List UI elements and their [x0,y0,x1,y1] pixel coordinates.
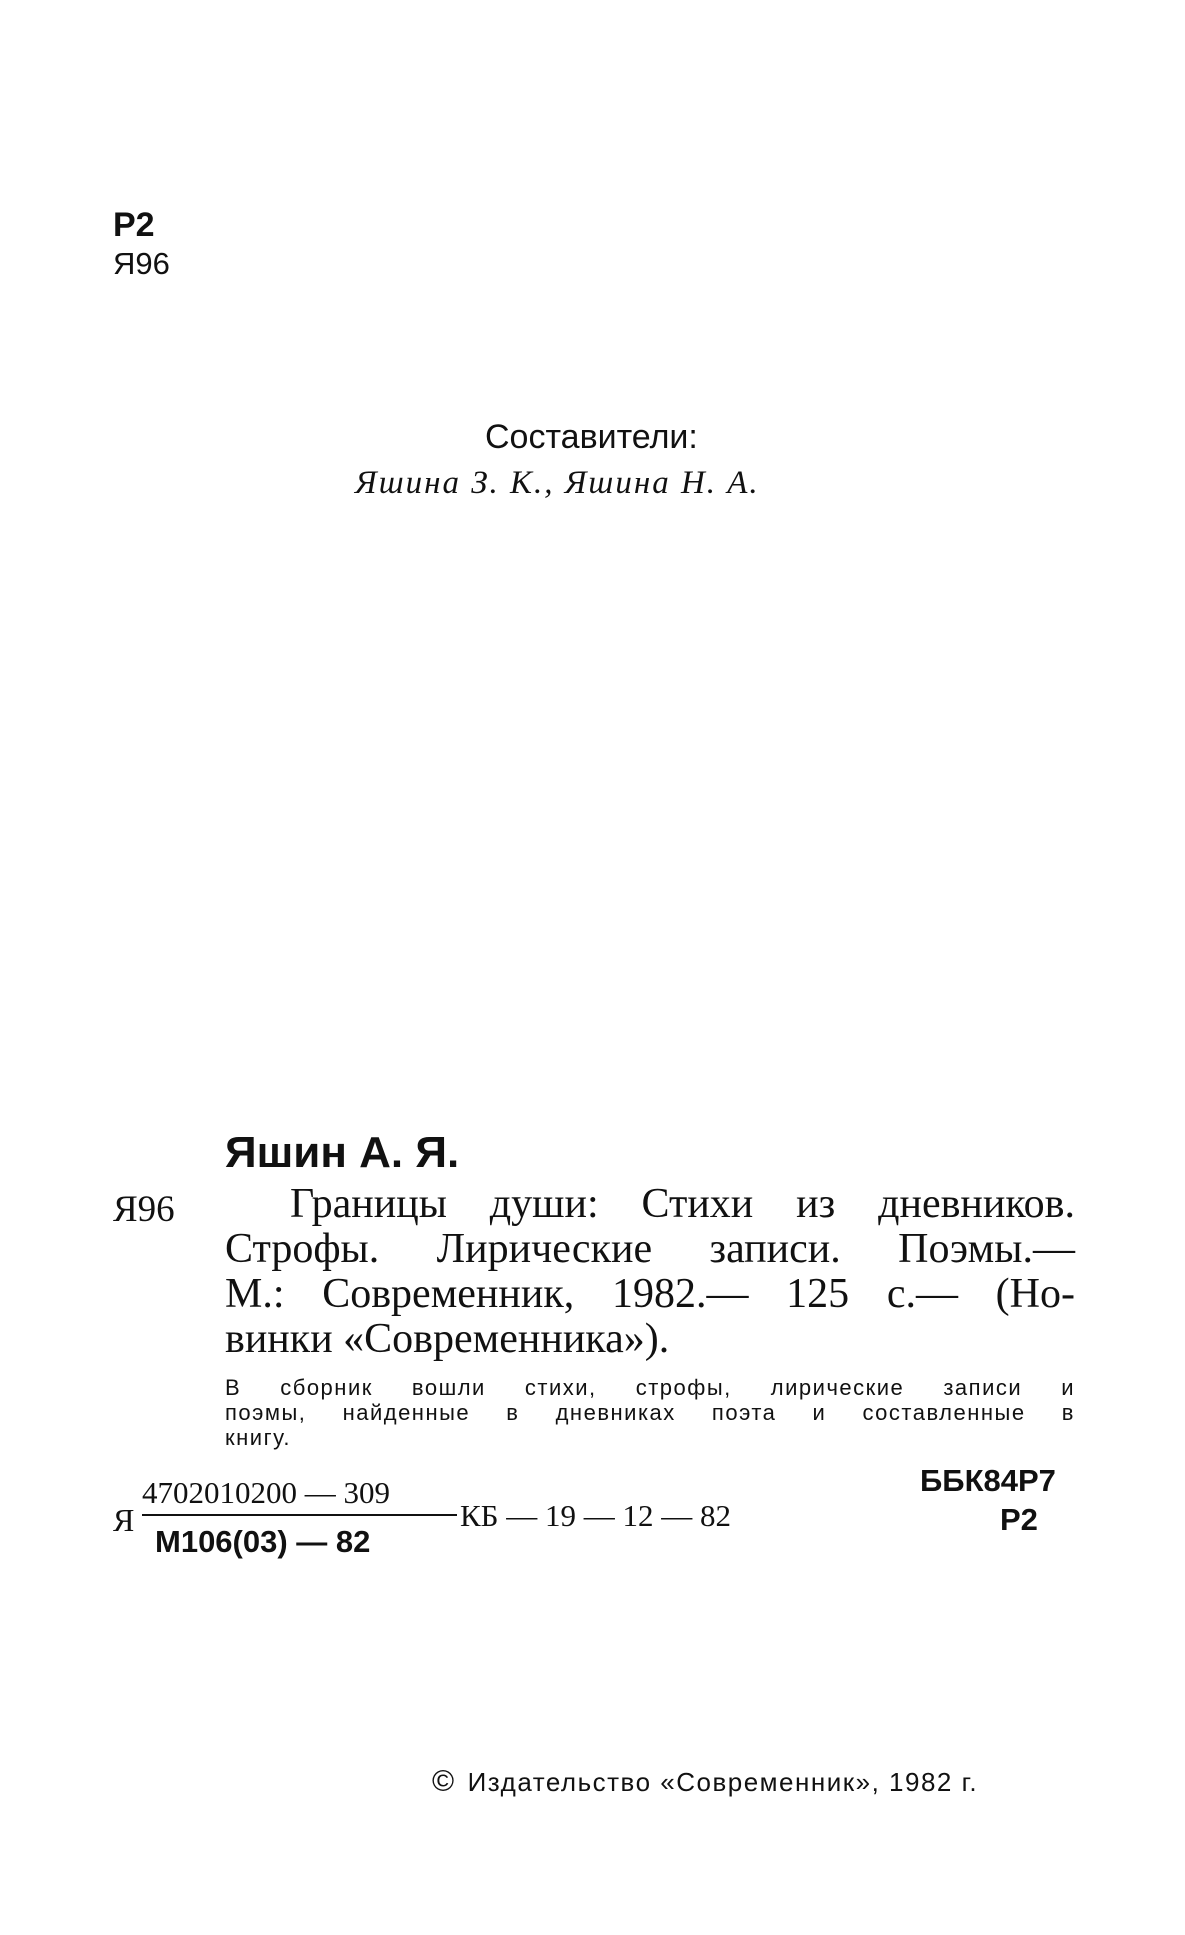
word: записи. [709,1226,841,1272]
description-line: винки «Современника»). [225,1316,670,1362]
word: и [812,1400,827,1425]
word: Строфы. [225,1226,380,1272]
corner-classification-code: Р2 [113,206,155,244]
word: 1982.— [611,1271,749,1317]
word: найденные [342,1400,471,1425]
word: строфы, [635,1375,732,1400]
word: в [506,1400,520,1425]
word: дневниках [555,1400,676,1425]
word: Современник, [322,1271,575,1317]
corner-author-mark: Я96 [113,246,170,281]
word: 125 [786,1271,850,1317]
compilers-heading: Составители: [485,418,698,456]
copyright-notice [432,1765,978,1799]
index-numerator: 4702010200 — 309 [142,1475,390,1510]
book-description [225,1182,1075,1362]
description-line [225,1227,1075,1272]
word: записи [943,1375,1023,1400]
index-prefix: Я [113,1502,135,1538]
word: Лирические [436,1226,653,1272]
word: Поэмы.— [898,1226,1075,1272]
word: поэмы, [225,1400,307,1425]
card-author-mark: Я96 [113,1189,175,1230]
copyright-text: Издательство «Современник», 1982 г. [467,1767,979,1797]
annotation-line [225,1400,1075,1425]
index-denominator: М106(03) — 82 [155,1524,371,1559]
word: стихи, [524,1375,597,1400]
author-name: Яшин А. Я. [225,1128,460,1177]
word: вошли [411,1375,486,1400]
word: из [796,1181,836,1227]
description-line [225,1182,1075,1227]
word: с.— [886,1271,958,1317]
book-annotation [225,1375,1075,1450]
compilers-names: Яшина З. К., Яшина Н. А. [355,465,760,501]
word: души: [489,1181,599,1227]
word: (Но- [995,1271,1075,1317]
word: составленные [862,1400,1026,1425]
description-line [225,1272,1075,1317]
fraction-bar [142,1514,457,1516]
word: в [1061,1400,1075,1425]
index-suffix: КБ — 19 — 12 — 82 [460,1498,731,1533]
word: Стихи [641,1181,754,1227]
word: сборник [280,1375,373,1400]
word: дневников. [878,1181,1075,1227]
annotation-line: книгу. [225,1425,291,1450]
copyright-icon: © [432,1765,456,1798]
word: и [1061,1375,1075,1400]
bbk-code: ББК84Р7 [920,1463,1056,1498]
word: В [225,1375,242,1400]
bbk-subcode: Р2 [1000,1502,1038,1537]
word: поэта [711,1400,777,1425]
annotation-line [225,1375,1075,1400]
word: М.: [225,1271,285,1317]
word: лирические [770,1375,905,1400]
word: Границы [290,1181,447,1227]
